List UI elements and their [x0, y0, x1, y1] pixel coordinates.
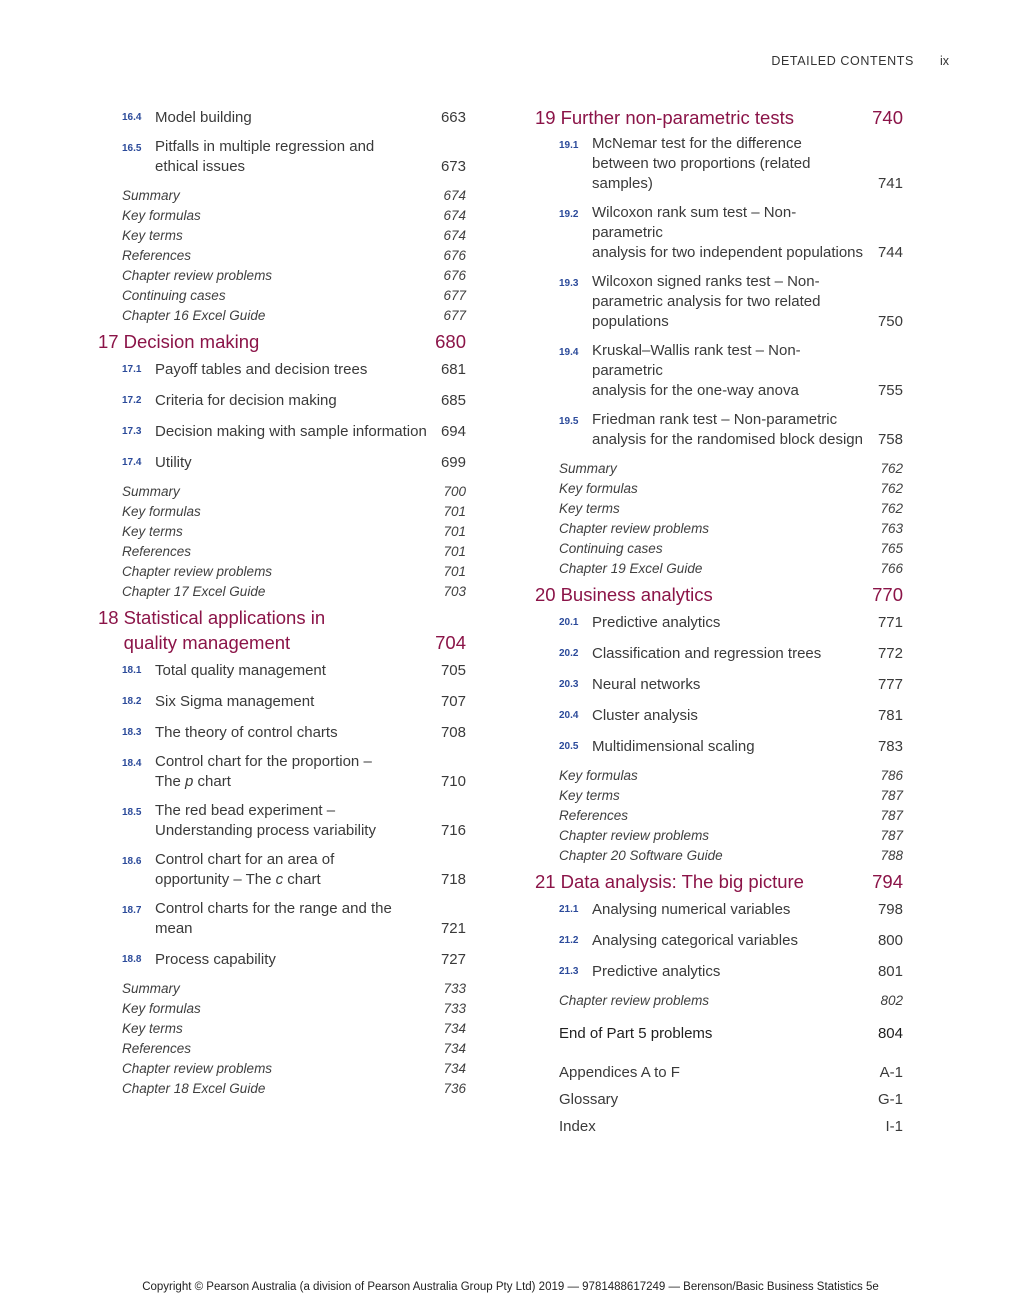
end-matter-page: 677 [443, 288, 466, 303]
end-matter-page: 703 [443, 584, 466, 599]
end-matter-item[interactable] [122, 562, 466, 582]
end-matter-title: Key terms [559, 501, 620, 516]
end-matter-page: 733 [443, 1001, 466, 1016]
section-title: Decision making with sample information [155, 423, 427, 440]
section-number: 21.2 [559, 935, 579, 946]
section-number: 19.4 [559, 347, 579, 358]
section-title: Analysing numerical variables [592, 901, 791, 918]
end-matter-item[interactable] [122, 206, 466, 226]
section-title: Control charts for the range and the mean [155, 900, 392, 937]
section-title: Multidimensional scaling [592, 738, 755, 755]
end-matter-title: Chapter 20 Software Guide [559, 848, 723, 863]
section-number: 19.2 [559, 209, 579, 220]
entry-title: End of Part 5 problems [559, 1025, 713, 1042]
chapter-heading[interactable] [535, 582, 903, 607]
end-matter-title: Chapter review problems [559, 828, 710, 843]
end-matter-page: 674 [443, 208, 466, 223]
end-matter-item[interactable] [122, 1019, 466, 1039]
section-entry[interactable] [122, 106, 466, 128]
end-matter-title: Chapter review problems [122, 268, 273, 283]
section-title: Predictive analytics [592, 614, 721, 631]
section-page: 673 [440, 158, 466, 175]
section-title: Criteria for decision making [155, 392, 337, 409]
backmatter-entry[interactable] [559, 1086, 903, 1113]
end-matter-item[interactable] [122, 266, 466, 286]
section-title: Control chart for an area of opportunity – The c chart [155, 851, 335, 888]
section-entry[interactable] [559, 929, 903, 951]
end-matter-title: Chapter 17 Excel Guide [122, 584, 266, 599]
end-matter-title: Chapter review problems [559, 993, 710, 1008]
end-matter-title: Summary [122, 484, 180, 499]
toc-column-right [535, 102, 903, 1140]
end-matter-item[interactable] [559, 459, 903, 479]
end-matter-title: Key terms [122, 1021, 183, 1036]
end-matter-title: Key formulas [559, 481, 638, 496]
section-page: 801 [877, 963, 903, 980]
chapter-page: 770 [872, 584, 903, 605]
end-matter-page: 701 [443, 504, 466, 519]
end-matter-item[interactable] [559, 991, 903, 1011]
end-matter-item[interactable] [122, 1079, 466, 1099]
end-matter-title: Chapter 16 Excel Guide [122, 308, 266, 323]
section-title: Cluster analysis [592, 707, 698, 724]
section-number: 19.5 [559, 416, 579, 427]
end-matter-item[interactable] [559, 539, 903, 559]
end-matter-title: Continuing cases [559, 541, 663, 556]
end-matter-item[interactable] [122, 1059, 466, 1079]
section-entry[interactable] [122, 451, 466, 473]
section-title: Predictive analytics [592, 963, 721, 980]
section-title: Classification and regression trees [592, 645, 822, 662]
chapter-title: Business analytics [560, 584, 713, 605]
end-matter-title: References [559, 808, 629, 823]
section-title: McNemar test for the difference between two proportions (related samples) [592, 135, 811, 192]
section-entry[interactable] [559, 960, 903, 982]
end-matter-item[interactable] [122, 522, 466, 542]
section-page: 800 [877, 932, 903, 949]
chapter-title: Further non-parametric tests [560, 107, 794, 128]
end-matter-item[interactable] [559, 806, 903, 826]
section-entry[interactable] [122, 948, 466, 970]
end-matter-page: 676 [443, 268, 466, 283]
end-matter-item[interactable] [559, 826, 903, 846]
section-entry[interactable] [559, 410, 903, 450]
section-number: 20.2 [559, 648, 579, 659]
end-matter-page: 762 [880, 461, 903, 476]
section-number: 20.5 [559, 741, 579, 752]
entry-title: Glossary [559, 1091, 619, 1108]
backmatter-entry[interactable] [559, 1059, 903, 1086]
chapter-number: 17 [98, 331, 119, 352]
chapter-end-matter [98, 979, 466, 1099]
section-number: 18.7 [122, 905, 142, 916]
section-page: 721 [440, 920, 466, 937]
chapter-heading[interactable] [535, 869, 903, 894]
end-matter-item[interactable] [122, 186, 466, 206]
section-page: 771 [877, 614, 903, 631]
end-matter-item[interactable] [122, 542, 466, 562]
section-title: Friedman rank test – Non-parametric analysis for the randomised block design [592, 411, 863, 448]
chapter-end-matter [535, 459, 903, 579]
section-page: 710 [440, 773, 466, 790]
end-matter-item[interactable] [559, 786, 903, 806]
section-number: 16.5 [122, 143, 142, 154]
running-head [771, 54, 949, 68]
end-matter-item[interactable] [122, 502, 466, 522]
end-matter-page: 788 [880, 848, 903, 863]
end-matter-page: 676 [443, 248, 466, 263]
section-entry[interactable] [122, 899, 466, 939]
section-number: 19.1 [559, 140, 579, 151]
section-number: 18.5 [122, 807, 142, 818]
end-matter-item[interactable] [122, 482, 466, 502]
section-title: The red bead experiment – Understanding process variability [155, 802, 376, 839]
section-number: 18.4 [122, 758, 142, 769]
section-entry[interactable] [559, 611, 903, 633]
section-title: Total quality management [155, 662, 326, 679]
end-matter-title: Key terms [122, 228, 183, 243]
section-page: 798 [877, 901, 903, 918]
section-number: 20.1 [559, 617, 579, 628]
end-matter-page: 701 [443, 564, 466, 579]
end-matter-page: 736 [443, 1081, 466, 1096]
end-matter-page: 765 [880, 541, 903, 556]
entry-page: A-1 [879, 1064, 903, 1081]
section-title: Analysing categorical variables [592, 932, 798, 949]
section-page: 707 [440, 693, 466, 710]
section-entry[interactable] [122, 137, 466, 177]
end-matter-item[interactable] [559, 499, 903, 519]
section-page: 705 [440, 662, 466, 679]
end-matter-page: 802 [880, 993, 903, 1008]
end-matter-title: Key formulas [122, 1001, 201, 1016]
section-number: 17.4 [122, 457, 142, 468]
section-title: Six Sigma management [155, 693, 315, 710]
end-matter-page: 787 [880, 828, 903, 843]
end-matter-page: 766 [880, 561, 903, 576]
section-number: 21.3 [559, 966, 579, 977]
end-matter-title: Chapter 19 Excel Guide [559, 561, 703, 576]
chapter-title-group [98, 329, 259, 354]
entry-title: Appendices A to F [559, 1064, 680, 1081]
chapter-heading[interactable] [98, 329, 466, 354]
section-number: 17.3 [122, 426, 142, 437]
end-matter-title: Chapter review problems [559, 521, 710, 536]
end-matter-item[interactable] [559, 846, 903, 866]
end-matter-title: Chapter 18 Excel Guide [122, 1081, 266, 1096]
section-page: 718 [440, 871, 466, 888]
chapter-end-matter [98, 186, 466, 326]
chapter-title: Data analysis: The big picture [560, 871, 804, 892]
chapter-number: 20 [535, 584, 556, 605]
end-matter-item[interactable] [122, 306, 466, 326]
end-matter-page: 786 [880, 768, 903, 783]
copyright-footer: Copyright © Pearson Australia (a division of Pearson Australia Group Pty Ltd) 2019 — 9781488617249 — Berenson/Basic Business Statistics 5e [142, 1281, 879, 1293]
section-entry[interactable] [122, 752, 466, 792]
end-matter-title: Summary [122, 981, 180, 996]
chapter-title-group [535, 582, 713, 607]
end-matter-title: References [122, 248, 192, 263]
end-matter-page: 674 [443, 188, 466, 203]
chapter-title: Decision making [123, 331, 260, 352]
end-matter-item[interactable] [122, 226, 466, 246]
section-number: 20.4 [559, 710, 579, 721]
section-entry[interactable] [559, 642, 903, 664]
end-matter-page: 762 [880, 501, 903, 516]
section-entry[interactable] [559, 341, 903, 401]
section-page: 781 [877, 707, 903, 724]
section-page: 708 [440, 724, 466, 741]
section-title: Pitfalls in multiple regression and ethical issues [155, 138, 375, 175]
end-matter-title: Key formulas [122, 504, 201, 519]
end-matter-page: 734 [443, 1021, 466, 1036]
chapter-number: 18 [98, 607, 119, 628]
section-title: Utility [155, 454, 192, 471]
section-entry[interactable] [122, 721, 466, 743]
chapter-number: 21 [535, 871, 556, 892]
end-matter-title: Key formulas [559, 768, 638, 783]
entry-title: Index [559, 1118, 596, 1135]
section-page: 744 [877, 244, 903, 261]
end-matter-item[interactable] [122, 979, 466, 999]
chapter-title-group [535, 105, 794, 130]
end-matter-page: 734 [443, 1041, 466, 1056]
section-entry[interactable] [559, 704, 903, 726]
end-matter-page: 677 [443, 308, 466, 323]
section-page: 663 [440, 109, 466, 126]
end-matter-page: 733 [443, 981, 466, 996]
chapter-end-matter [535, 766, 903, 866]
section-entry[interactable] [559, 673, 903, 695]
chapter-heading[interactable] [98, 605, 466, 655]
chapter-number: 19 [535, 107, 556, 128]
end-matter-title: Chapter review problems [122, 564, 273, 579]
section-entry[interactable] [122, 850, 466, 890]
section-page: 685 [440, 392, 466, 409]
section-title: Wilcoxon signed ranks test – Non- parametric analysis for two related populations [592, 273, 821, 330]
entry-page: 804 [877, 1025, 903, 1042]
end-matter-title: Key formulas [122, 208, 201, 223]
section-number: 18.1 [122, 665, 142, 676]
section-entry[interactable] [122, 659, 466, 681]
chapter-page: 794 [872, 871, 903, 892]
entry-page: G-1 [877, 1091, 903, 1108]
section-entry[interactable] [559, 134, 903, 194]
section-title: Kruskal–Wallis rank test – Non-parametric analysis for the one-way anova [592, 342, 801, 399]
section-page: 716 [440, 822, 466, 839]
chapter-end-matter [535, 991, 903, 1011]
end-matter-page: 701 [443, 544, 466, 559]
end-matter-title: Summary [559, 461, 617, 476]
section-page: 727 [440, 951, 466, 968]
entry-page: I-1 [885, 1118, 903, 1135]
section-entry[interactable] [559, 898, 903, 920]
end-matter-page: 787 [880, 808, 903, 823]
section-entry[interactable] [122, 358, 466, 380]
section-number: 17.1 [122, 364, 142, 375]
section-number: 19.3 [559, 278, 579, 289]
section-title: Neural networks [592, 676, 701, 693]
section-entry[interactable] [122, 801, 466, 841]
backmatter-entry[interactable] [559, 1113, 903, 1140]
section-entry[interactable] [122, 690, 466, 712]
end-matter-title: Key terms [122, 524, 183, 539]
end-matter-item[interactable] [122, 246, 466, 266]
section-entry[interactable] [559, 735, 903, 757]
chapter-end-matter [98, 482, 466, 602]
end-matter-item[interactable] [559, 766, 903, 786]
section-page: 699 [440, 454, 466, 471]
toc-column-left [98, 102, 466, 1102]
section-number: 18.6 [122, 856, 142, 867]
section-entry[interactable] [559, 203, 903, 263]
chapter-title-group [98, 605, 325, 655]
section-number: 18.8 [122, 954, 142, 965]
section-page: 681 [440, 361, 466, 378]
section-number: 20.3 [559, 679, 579, 690]
end-matter-page: 787 [880, 788, 903, 803]
section-title: Process capability [155, 951, 276, 968]
section-title: Wilcoxon rank sum test – Non-parametric analysis for two independent populations [592, 204, 864, 261]
section-number: 18.3 [122, 727, 142, 738]
running-head-title: DETAILED CONTENTS [771, 54, 914, 68]
end-matter-title: Chapter review problems [122, 1061, 273, 1076]
section-page: 783 [877, 738, 903, 755]
section-number: 18.2 [122, 696, 142, 707]
end-matter-title: References [122, 1041, 192, 1056]
section-entry[interactable] [559, 272, 903, 332]
section-page: 755 [877, 382, 903, 399]
end-matter-item[interactable] [559, 519, 903, 539]
end-matter-item[interactable] [559, 479, 903, 499]
section-page: 772 [877, 645, 903, 662]
end-matter-item[interactable] [122, 1039, 466, 1059]
chapter-page: 680 [435, 331, 466, 352]
end-matter-item[interactable] [122, 999, 466, 1019]
section-entry[interactable] [122, 420, 466, 442]
chapter-page: 704 [435, 632, 466, 653]
end-matter-item[interactable] [559, 559, 903, 579]
section-title: Model building [155, 109, 252, 126]
chapter-title-group [535, 869, 804, 894]
chapter-title: Statistical applications in quality management [123, 607, 326, 653]
page-number: ix [939, 54, 949, 68]
section-page: 741 [877, 175, 903, 192]
section-number: 21.1 [559, 904, 579, 915]
end-matter-page: 762 [880, 481, 903, 496]
end-matter-item[interactable] [122, 582, 466, 602]
section-title: Control chart for the proportion – The p chart [155, 753, 372, 790]
section-entry[interactable] [122, 389, 466, 411]
section-page: 750 [877, 313, 903, 330]
chapter-heading[interactable] [535, 105, 903, 130]
end-matter-title: Key terms [559, 788, 620, 803]
end-matter-page: 674 [443, 228, 466, 243]
end-matter-page: 763 [880, 521, 903, 536]
section-number: 16.4 [122, 112, 142, 123]
section-page: 758 [877, 431, 903, 448]
section-page: 694 [440, 423, 466, 440]
end-matter-page: 701 [443, 524, 466, 539]
chapter-page: 740 [872, 107, 903, 128]
end-matter-item[interactable] [122, 286, 466, 306]
section-number: 17.2 [122, 395, 142, 406]
section-title: Payoff tables and decision trees [155, 361, 368, 378]
section-title: The theory of control charts [155, 724, 338, 741]
end-matter-title: Continuing cases [122, 288, 226, 303]
part-problems-entry[interactable] [559, 1024, 903, 1044]
section-page: 777 [877, 676, 903, 693]
end-matter-title: Summary [122, 188, 180, 203]
end-matter-title: References [122, 544, 192, 559]
end-matter-page: 734 [443, 1061, 466, 1076]
end-matter-page: 700 [443, 484, 466, 499]
